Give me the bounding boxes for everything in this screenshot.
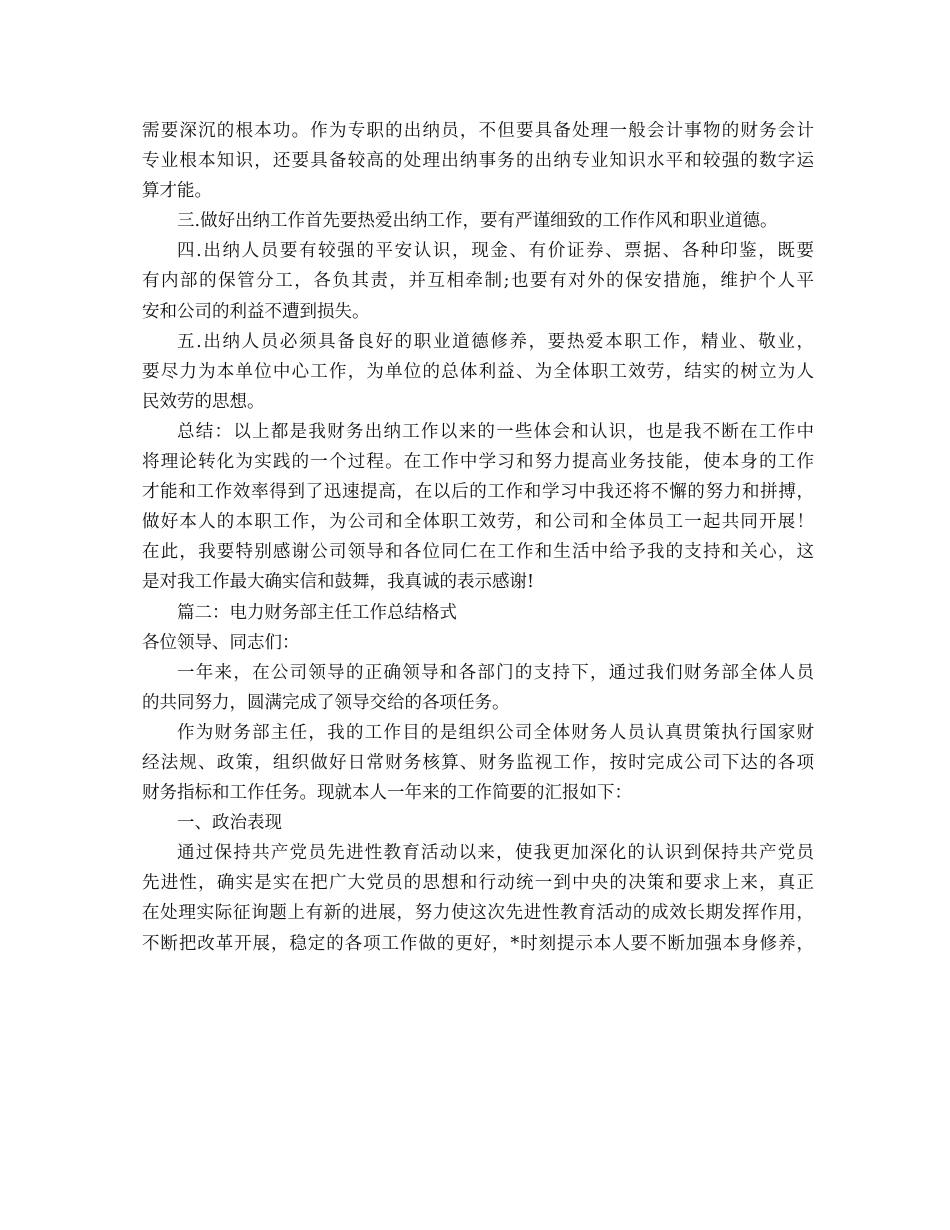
text-line: 才能和工作效率得到了迅速提高，在以后的工作和学习中我还将不懈的努力和拼搏，: [142, 482, 814, 503]
text-line: 不断把改革开展，稳定的各项工作做的更好，*时刻提示本人要不断加强本身修养，: [142, 933, 814, 954]
text-line: 专业根本知识，还要具备较高的处理出纳事务的出纳专业知识水平和较强的数字运: [142, 151, 814, 172]
text-line: 需要深沉的根本功。作为专职的出纳员，不但要具备处理一般会计事物的财务会计: [142, 121, 814, 141]
text-line: 通过保持共产党员先进性教育活动以来，使我更加深化的认识到保持共产党员: [177, 843, 814, 864]
text-line: 先进性，确实是实在把广大党员的思想和行动统一到中央的决策和要求上来，真正: [142, 873, 814, 894]
text-line: 四.出纳人员要有较强的平安认识，现金、有价证券、票据、各种印鉴，既要: [177, 241, 814, 262]
text-line: 经法规、政策，组织做好日常财务核算、财务监视工作，按时完成公司下达的各项: [142, 752, 814, 773]
text-line: 将理论转化为实践的一个过程。在工作中学习和努力提高业务技能，使本身的工作: [142, 452, 814, 473]
section-heading: 篇二：电力财务部主任工作总结格式: [177, 602, 457, 623]
salutation: 各位领导、同志们：: [142, 632, 300, 653]
document-body: [142, 116, 814, 959]
text-line: 财务指标和工作任务。现就本人一年来的工作简要的汇报如下：: [142, 783, 632, 804]
text-line: 三.做好出纳工作首先要热爱出纳工作，要有严谨细致的工作作风和职业道德。: [177, 211, 778, 232]
text-line: 的共同努力，圆满完成了领导交给的各项任务。: [142, 692, 510, 713]
text-line: 一年来，在公司领导的正确领导和各部门的支持下，通过我们财务部全体人员: [177, 662, 814, 683]
text-line: 作为财务部主任，我的工作目的是组织公司全体财务人员认真贯策执行国家财: [177, 722, 814, 743]
text-line: 总结：以上都是我财务出纳工作以来的一些体会和认识，也是我不断在工作中: [177, 421, 814, 442]
text-line: 在处理实际征询题上有新的进展，努力使这次先进性教育活动的成效长期发挥作用，: [142, 903, 814, 924]
text-line: 是对我工作最大确实信和鼓舞，我真诚的表示感谢!: [142, 572, 535, 593]
text-line: 安和公司的利益不遭到损失。: [142, 301, 370, 322]
text-line: 算才能。: [142, 181, 212, 202]
text-line: 做好本人的本职工作，为公司和全体职工效劳，和公司和全体员工一起共同开展！: [142, 512, 814, 533]
text-line: 在此，我要特别感谢公司领导和各位同仁在工作和生活中给予我的支持和关心，这: [142, 542, 814, 563]
text-line: 民效劳的思想。: [142, 391, 265, 412]
text-line: 要尽力为本单位中心工作，为单位的总体利益、为全体职工效劳，结实的树立为人: [142, 361, 814, 382]
section-heading: 一、政治表现: [177, 813, 282, 834]
text-line: 五.出纳人员必须具备良好的职业道德修养，要热爱本职工作，精业、敬业，: [177, 331, 814, 352]
text-line: 有内部的保管分工，各负其责，并互相牵制;也要有对外的保安措施，维护个人平: [142, 271, 814, 292]
